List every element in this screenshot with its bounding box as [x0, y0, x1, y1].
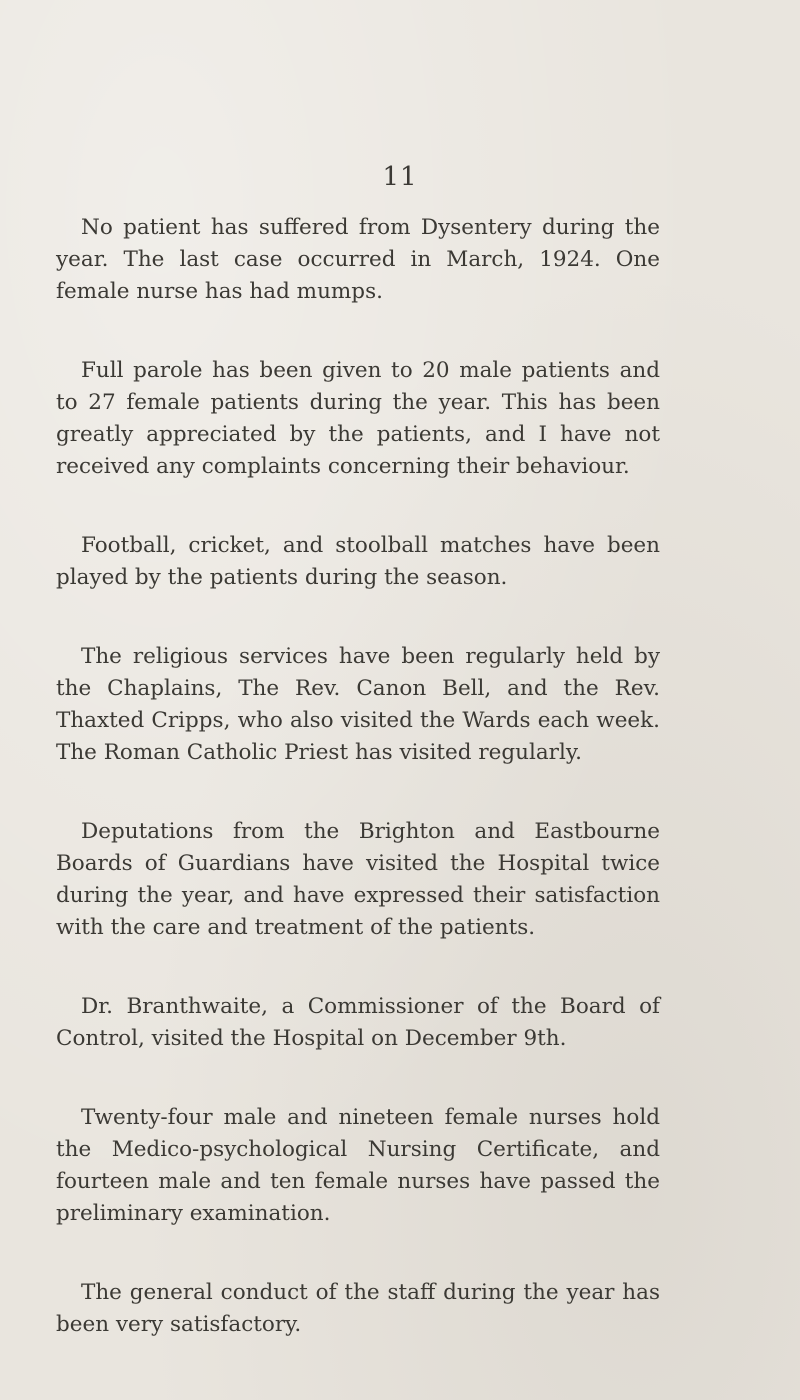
paragraph-religious-services: The religious services have been regularly held by the Chaplains, The Rev. Canon Bell, and the Rev. Thaxted Cripps, who also visited the Wards each week. The Roman Catholic Priest has visited regularly. [56, 644, 660, 765]
paragraph-sports: Football, cricket, and stoolball matches have been played by the patients during the season. [56, 533, 660, 590]
document-body [56, 212, 660, 1388]
paragraph-nursing-certificates: Twenty-four male and nineteen female nurses hold the Medico-psychological Nursing Certificate, and fourteen male and ten female nurses have passed the preliminary examination. [56, 1105, 660, 1226]
page-number: 11 [382, 162, 418, 192]
paragraph-deputations: Deputations from the Brighton and Eastbourne Boards of Guardians have visited the Hospital twice during the year, and have expressed their satisfaction with the care and treatment of the patients. [56, 819, 660, 940]
paragraph-staff-conduct: The general conduct of the staff during the year has been very satisfactory. [56, 1280, 660, 1337]
paragraph-commissioner-visit: Dr. Branthwaite, a Commissioner of the Board of Control, visited the Hospital on December 9th. [56, 994, 660, 1051]
paragraph-parole: Full parole has been given to 20 male patients and to 27 female patients during the year. This has been greatly appreciated by the patients, and I have not received any complaints concerning their behaviour. [56, 358, 660, 479]
paragraph-dysentery: No patient has suffered from Dysentery during the year. The last case occurred in March, 1924. One female nurse has had mumps. [56, 215, 660, 304]
